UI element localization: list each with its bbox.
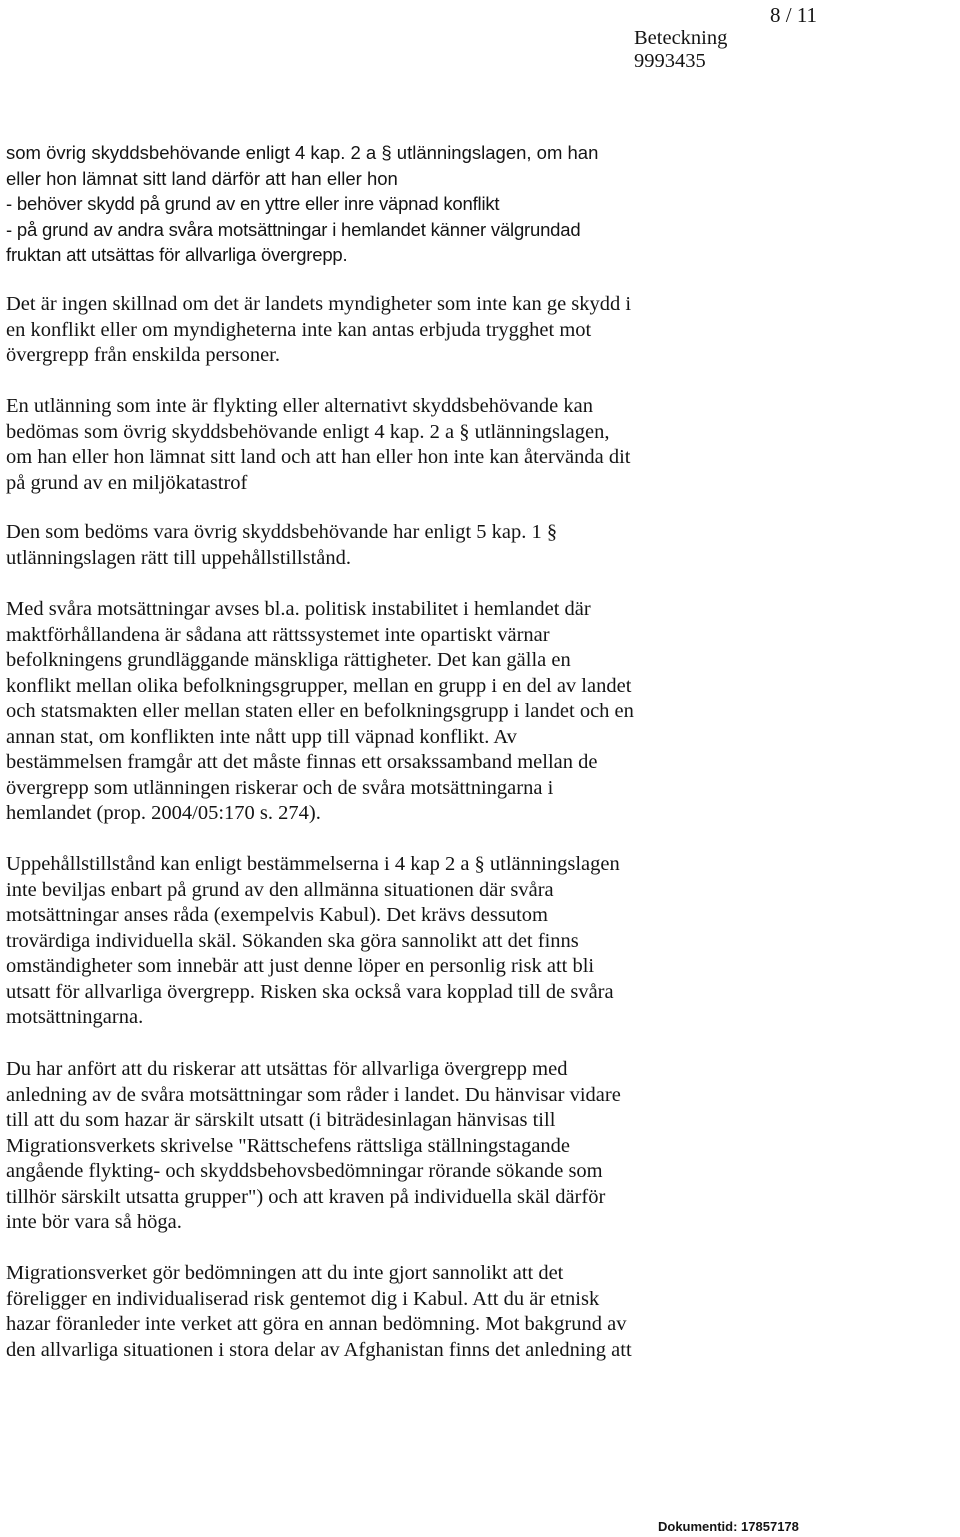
- paragraph-2: [6, 292, 631, 369]
- text-line: om han eller hon lämnat sitt land och att han eller hon inte kan återvända dit: [6, 446, 631, 468]
- paragraph-8: [6, 1261, 632, 1363]
- text-line: angående flykting- och skyddsbehovsbedömningar rörande sökande som: [6, 1160, 603, 1182]
- text-line: Du har anfört att du riskerar att utsättas för allvarliga övergrepp med: [6, 1058, 568, 1080]
- text-line: Migrationsverket gör bedömningen att du inte gjort sannolikt att det: [6, 1262, 564, 1284]
- text-line: övergrepp från enskilda personer.: [6, 344, 280, 366]
- text-line: utsatt för allvarliga övergrepp. Risken ska också vara kopplad till de svåra: [6, 980, 614, 1003]
- text-line: föreligger en individualiserad risk gentemot dig i Kabul. Att du är etnisk: [6, 1287, 600, 1310]
- text-line: till att du som hazar är särskilt utsatt (i biträdesinlagan hänvisas till: [6, 1109, 556, 1131]
- text-line: Migrationsverkets skrivelse "Rättschefens rättsliga ställningstagande: [6, 1134, 571, 1157]
- text-line: Det är ingen skillnad om det är landets myndigheter som inte kan ge skydd i: [6, 293, 632, 315]
- page-number: 8 / 11: [770, 3, 818, 27]
- text-line: inte beviljas enbart på grund av den allmänna situationen där svåra: [6, 878, 554, 901]
- text-line: En utlänning som inte är flykting eller alternativt skyddsbehövande kan: [6, 395, 593, 417]
- text-line: eller hon lämnat sitt land därför att han eller hon: [6, 167, 398, 189]
- text-line: en konflikt eller om myndigheterna inte kan antas erbjuda trygghet mot: [6, 318, 592, 341]
- text-line: den allvarliga situationen i stora delar av Afghanistan finns det anledning att: [6, 1338, 632, 1361]
- text-line: Uppehållstillstånd kan enligt bestämmelserna i 4 kap 2 a § utlänningslagen: [6, 853, 620, 875]
- text-line: hemlandet (prop. 2004/05:170 s. 274).: [6, 802, 321, 824]
- text-line: och statsmakten eller mellan staten eller en befolkningsgrupp i landet och en: [6, 700, 634, 722]
- paragraph-7: [6, 1057, 621, 1236]
- text-line: konflikt mellan olika befolkningsgrupper, mellan en grupp i en del av landet: [6, 674, 632, 697]
- text-line: - behöver skydd på grund av en yttre eller inre väpnad konflikt: [6, 193, 500, 214]
- paragraph-4: [6, 520, 557, 571]
- text-line: annan stat, om konflikten inte nått upp till väpnad konflikt. Av: [6, 725, 517, 748]
- text-line: befolkningens grundläggande mänskliga rättigheter. Det kan gälla en: [6, 649, 571, 671]
- reference-label: Beteckning: [634, 27, 728, 49]
- text-line: bestämmelsen framgår att det måste finnas ett orsakssamband mellan de: [6, 751, 598, 773]
- text-line: hazar föranleder inte verket att göra en annan bedömning. Mot bakgrund av: [6, 1313, 627, 1335]
- paragraph-1: [6, 140, 598, 268]
- text-line: som övrig skyddsbehövande enligt 4 kap. 2 a § utlänningslagen, om han: [6, 142, 599, 163]
- text-line: bedömas som övrig skyddsbehövande enligt 4 kap. 2 a § utlänningslagen,: [6, 420, 610, 443]
- text-line: utlänningslagen rätt till uppehållstillstånd.: [6, 546, 352, 569]
- text-line: anledning av de svåra motsättningar som råder i landet. Du hänvisar vidare: [6, 1083, 621, 1106]
- paragraph-5: [6, 597, 634, 827]
- text-line: tillhör särskilt utsatta grupper") och att kraven på individuella skäl därför: [6, 1185, 606, 1208]
- document-id-footer: Dokumentid: 17857178: [658, 1519, 799, 1534]
- text-line: trovärdiga individuella skäl. Sökanden ska göra sannolikt att det finns: [6, 929, 579, 952]
- text-line: fruktan att utsättas för allvarliga övergrepp.: [6, 244, 348, 265]
- text-line: övergrepp som utlänningen riskerar och de svåra motsättningarna i: [6, 776, 554, 799]
- text-line: omständigheter som innebär att just denne löper en personlig risk att bli: [6, 955, 595, 977]
- text-line: Den som bedöms vara övrig skyddsbehövande har enligt 5 kap. 1 §: [6, 521, 558, 543]
- text-line: inte bör vara så höga.: [6, 1211, 182, 1233]
- text-line: motsättningarna.: [6, 1006, 144, 1028]
- text-line: på grund av en miljökatastrof: [6, 471, 248, 494]
- document-header: [634, 27, 727, 73]
- text-line: Med svåra motsättningar avses bl.a. politisk instabilitet i hemlandet där: [6, 598, 591, 620]
- text-line: maktförhållandena är sådana att rättssystemet inte opartiskt värnar: [6, 623, 550, 646]
- paragraph-6: [6, 852, 620, 1031]
- text-line: - på grund av andra svåra motsättningar i hemlandet känner välgrundad: [6, 218, 581, 240]
- text-line: motsättningar anses råda (exempelvis Kabul). Det krävs dessutom: [6, 904, 548, 926]
- paragraph-3: [6, 394, 630, 496]
- reference-number: 9993435: [634, 50, 706, 72]
